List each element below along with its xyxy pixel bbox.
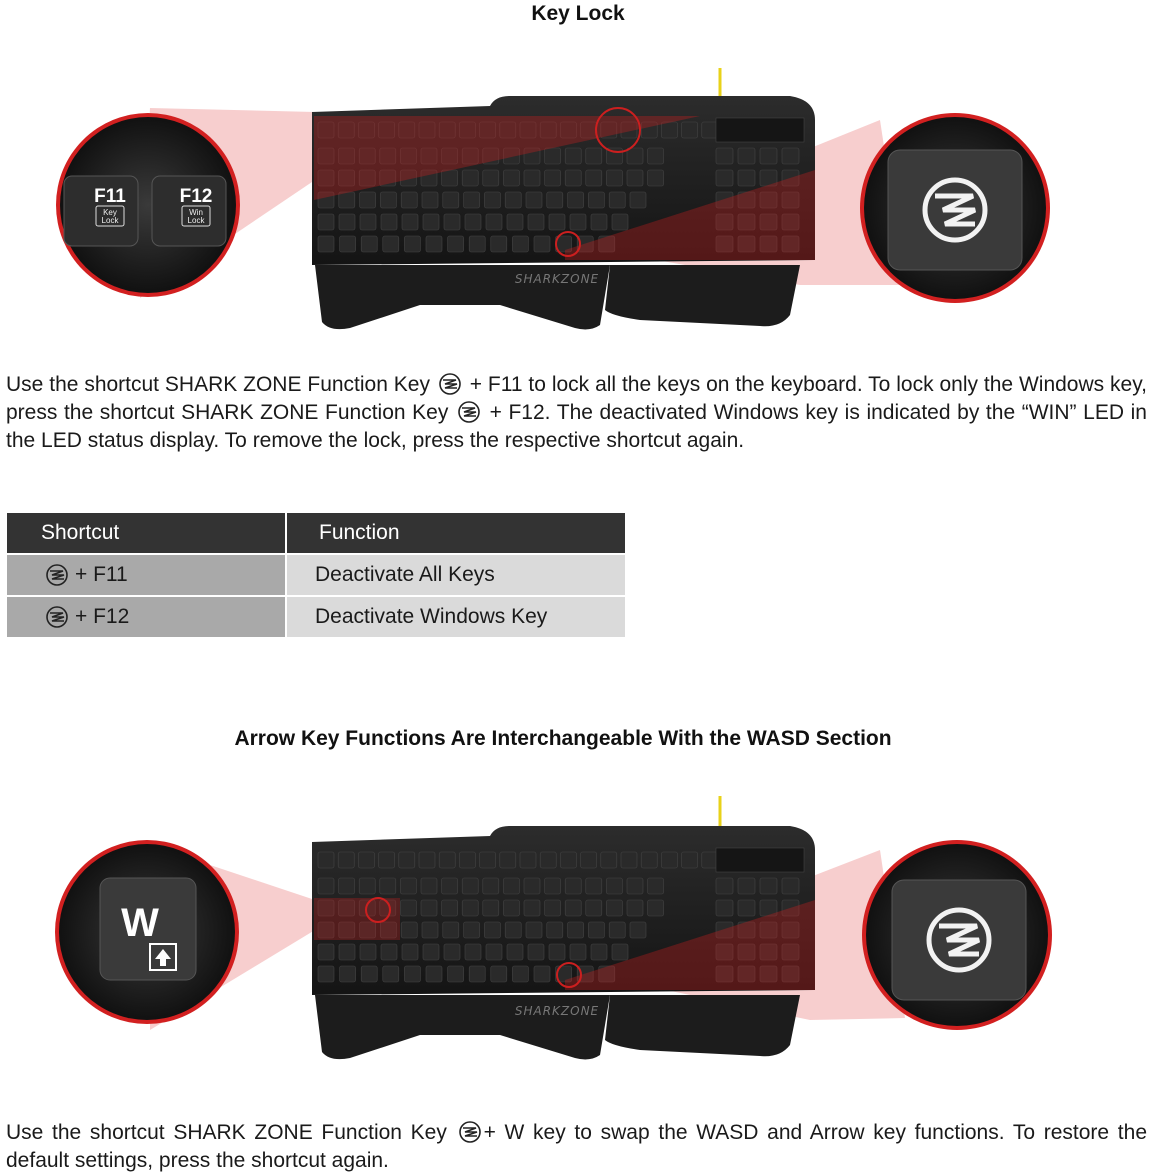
shortcut-table [7,513,625,637]
numpad-key-cap [716,900,733,916]
key-cap [443,922,459,938]
led-status-panel [716,118,804,142]
key-cap [404,966,420,982]
palm-rest-right [605,265,800,326]
table-cell-function: Deactivate Windows Key [315,605,548,628]
key-cap [402,944,418,960]
key-cap [503,900,519,916]
key-cap [318,878,334,894]
key-cap [500,852,516,868]
key-cap [318,214,334,230]
key-cap [560,852,576,868]
key-cap [422,922,438,938]
zoom-key-w-label: W [121,901,159,945]
table-cell-shortcut: + F12 [75,605,130,628]
key-cap [565,148,581,164]
key-cap [426,236,442,252]
key-cap [545,170,561,186]
key-cap [469,966,485,982]
key-cap [422,192,438,208]
key-cap [462,878,478,894]
key-cap [464,192,480,208]
key-cap [444,214,460,230]
key-cap [570,944,586,960]
key-cap [565,900,581,916]
table-cell-function: Deactivate All Keys [315,563,495,586]
key-cap [426,966,442,982]
table-row [7,555,625,595]
key-cap [549,944,565,960]
key-cap [586,900,602,916]
key-cap [591,214,607,230]
key-cap [421,878,437,894]
shark-zone-function-icon [45,605,69,629]
key-cap [549,214,565,230]
key-cap [439,852,455,868]
key-cap [380,192,396,208]
key-cap [361,236,377,252]
key-cap [606,878,622,894]
numpad-key-cap [738,900,755,916]
key-cap [627,900,643,916]
key-cap [591,944,607,960]
key-cap [661,122,677,138]
key-cap [503,878,519,894]
key-cap [442,900,458,916]
key-cap [568,922,584,938]
key-cap [621,852,637,868]
numpad-key-cap [716,148,733,164]
key-cap [486,944,502,960]
zoom-key-f11-label: F11 [94,186,126,207]
key-cap [534,236,550,252]
key-cap [402,214,418,230]
key-cap [588,922,604,938]
key-cap [383,966,399,982]
key-cap [491,966,507,982]
keyboard-illustration-wasd [0,790,1156,1070]
key-cap [534,966,550,982]
key-cap [339,878,355,894]
section-title-arrow-keys: Arrow Key Functions Are Interchangeable With the WASD Section [234,727,892,750]
key-cap [444,944,460,960]
numpad-key-cap [782,148,799,164]
keyboard-illustration-key-lock [0,60,1156,340]
key-cap [606,170,622,186]
key-cap [381,214,397,230]
key-cap [484,922,500,938]
key-cap [524,170,540,186]
key-cap [682,852,698,868]
key-cap [512,966,528,982]
shark-zone-function-icon [438,372,462,396]
key-cap [486,214,502,230]
led-status-panel [716,848,804,872]
key-cap [545,148,561,164]
numpad-key-cap [738,148,755,164]
key-cap [459,852,475,868]
key-cap [627,148,643,164]
palm-rest-right [605,995,800,1056]
key-cap [379,852,395,868]
shark-zone-function-icon [45,563,69,587]
key-cap [627,878,643,894]
key-cap [503,170,519,186]
key-cap [507,944,523,960]
key-cap [464,922,480,938]
key-cap [627,170,643,186]
key-cap [465,944,481,960]
key-cap [484,192,500,208]
key-cap [505,192,521,208]
shark-zone-function-icon [457,400,481,424]
key-cap [462,170,478,186]
key-cap [528,944,544,960]
key-cap [318,236,334,252]
key-cap [540,852,556,868]
key-cap [526,192,542,208]
key-cap [609,922,625,938]
key-cap [648,170,664,186]
key-cap [404,236,420,252]
key-cap [469,236,485,252]
key-cap [401,192,417,208]
numpad-key-cap [716,170,733,186]
key-cap [462,900,478,916]
key-cap [318,966,334,982]
key-cap [400,878,416,894]
keyboard-figure [0,790,1156,1070]
key-cap [612,214,628,230]
key-cap [359,878,375,894]
key-cap [480,852,496,868]
key-cap [360,192,376,208]
key-cap [507,214,523,230]
key-cap [586,148,602,164]
key-cap [358,852,374,868]
key-cap [483,900,499,916]
key-cap [702,122,718,138]
key-cap [483,170,499,186]
key-cap [318,852,334,868]
key-cap [661,852,677,868]
key-cap [442,878,458,894]
key-cap [547,922,563,938]
table-header-function: Function [287,513,625,553]
key-cap [419,852,435,868]
key-cap [547,192,563,208]
shark-zone-function-icon [458,1120,482,1144]
key-cap [339,214,355,230]
key-cap [612,944,628,960]
key-cap [545,878,561,894]
paragraph-wasd: Use the shortcut SHARK ZONE Function Key + W key to swap the WASD and Arrow key functions. To restore the default settings, press the shortcut again. [6,1121,1148,1172]
key-cap [524,900,540,916]
key-cap [340,236,356,252]
key-cap [421,900,437,916]
numpad-key-cap [782,878,799,894]
key-cap [423,214,439,230]
key-cap [682,122,698,138]
key-cap [586,878,602,894]
key-cap [401,922,417,938]
key-cap [641,852,657,868]
key-cap [318,944,334,960]
key-cap [630,192,646,208]
zoom-key-f12-label: F12 [179,186,213,207]
key-cap [568,192,584,208]
key-cap [448,236,464,252]
key-cap [340,966,356,982]
table-row [7,597,625,637]
table-cell-shortcut: + F11 [75,563,128,586]
key-cap [524,878,540,894]
key-cap [702,852,718,868]
key-cap [630,922,646,938]
key-cap [483,878,499,894]
keyboard-figure [0,60,1156,340]
numpad-key-cap [716,878,733,894]
zoom-key-f11-sub1: Key [103,208,117,217]
key-cap [648,900,664,916]
key-cap [339,944,355,960]
key-cap [381,944,397,960]
numpad-key-cap [738,878,755,894]
key-cap [545,900,561,916]
key-cap [520,852,536,868]
zoom-key-f12-sub1: Win [189,208,203,217]
key-cap [399,852,415,868]
numpad-key-cap [738,170,755,186]
key-cap [383,236,399,252]
key-cap [491,236,507,252]
brand-logo: SHARKZONE [514,1004,600,1018]
key-cap [648,148,664,164]
key-cap [400,900,416,916]
zoom-key-f11-sub2: Lock [101,216,119,225]
numpad-key-cap [760,148,777,164]
brand-logo: SHARKZONE [514,272,600,286]
key-cap [565,878,581,894]
key-cap [586,170,602,186]
key-cap [528,214,544,230]
paragraph-key-lock: Use the shortcut SHARK ZONE Function Key + F11 to lock all the keys on the keyboard. To lock only the Windows key, press the shortcut SHARK ZONE Function Key + F12. The deactivated Windows key is indicated by the “WIN” LED in the LED status display. To remove the lock, press the respective shortcut again. [6,373,1147,452]
key-cap [360,944,376,960]
key-cap [512,236,528,252]
key-cap [339,192,355,208]
key-cap [443,192,459,208]
key-cap [581,852,597,868]
zoom-key-f12-sub2: Lock [187,216,205,225]
key-cap [380,878,396,894]
key-cap [338,852,354,868]
key-cap [648,878,664,894]
key-cap [448,966,464,982]
table-header-shortcut: Shortcut [7,513,285,553]
key-cap [423,944,439,960]
key-cap [606,900,622,916]
key-cap [361,966,377,982]
key-cap [588,192,604,208]
key-cap [360,214,376,230]
key-cap [442,170,458,186]
numpad-key-cap [760,878,777,894]
key-cap [601,852,617,868]
key-cap [609,192,625,208]
key-cap [526,922,542,938]
key-cap [465,214,481,230]
key-cap [570,214,586,230]
key-cap [565,170,581,186]
key-cap [505,922,521,938]
section-title-key-lock: Key Lock [531,2,625,25]
